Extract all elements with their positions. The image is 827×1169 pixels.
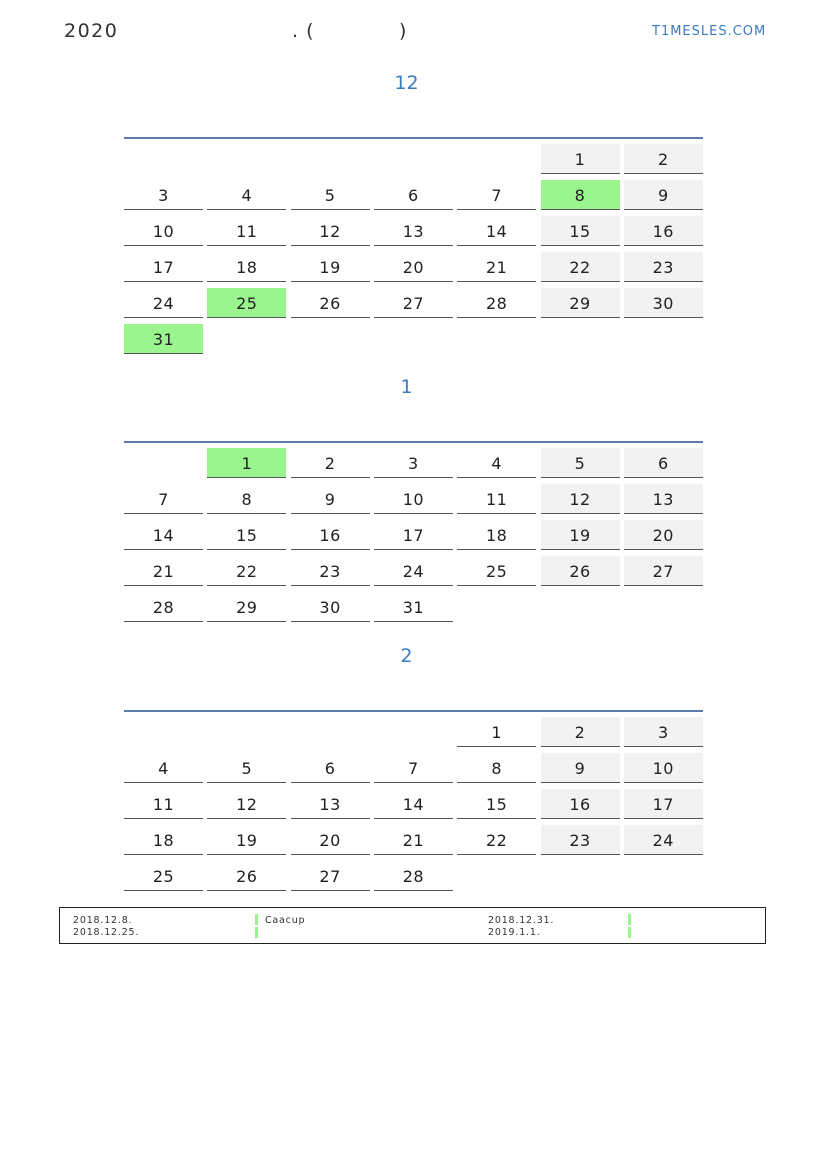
day-cell: 14 (374, 789, 453, 819)
holiday-legend (59, 907, 766, 944)
day-cell: 31 (124, 324, 203, 354)
day-cell: 19 (207, 825, 286, 855)
day-cell: 29 (541, 288, 620, 318)
day-cell: 10 (624, 753, 703, 783)
day-cell: 30 (624, 288, 703, 318)
day-cell: 3 (124, 180, 203, 210)
header-year: 2020 (64, 20, 119, 42)
day-cell: 21 (124, 556, 203, 586)
day-cell: 11 (457, 484, 536, 514)
day-cell: 11 (207, 216, 286, 246)
day-cell: 22 (207, 556, 286, 586)
site-logo[interactable]: T1MESLES.COM (652, 24, 767, 39)
day-cell: 28 (124, 592, 203, 622)
day-cell: 23 (624, 252, 703, 282)
day-cell: 9 (291, 484, 370, 514)
legend-marker (628, 914, 631, 925)
legend-date: 2018.12.31. (488, 915, 555, 926)
day-cell: 16 (541, 789, 620, 819)
day-cell: 3 (624, 717, 703, 747)
day-cell: 24 (124, 288, 203, 318)
day-cell: 17 (624, 789, 703, 819)
day-cell: 22 (457, 825, 536, 855)
day-cell: 8 (207, 484, 286, 514)
day-cell: 12 (207, 789, 286, 819)
day-cell: 3 (374, 448, 453, 478)
day-cell: 10 (124, 216, 203, 246)
day-cell: 20 (291, 825, 370, 855)
day-cell: 23 (291, 556, 370, 586)
day-cell: 25 (124, 861, 203, 891)
day-cell: 6 (291, 753, 370, 783)
day-cell: 9 (541, 753, 620, 783)
day-cell: 18 (124, 825, 203, 855)
day-cell: 8 (541, 180, 620, 210)
day-cell: 2 (541, 717, 620, 747)
day-cell: 5 (291, 180, 370, 210)
day-cell: 30 (291, 592, 370, 622)
day-cell: 12 (541, 484, 620, 514)
day-cell: 20 (374, 252, 453, 282)
month-title: 12 (394, 72, 419, 94)
day-cell: 23 (541, 825, 620, 855)
legend-date: 2018.12.8. (73, 915, 133, 926)
day-cell: 1 (207, 448, 286, 478)
month-title: 1 (400, 376, 413, 398)
day-cell: 16 (624, 216, 703, 246)
day-cell: 4 (457, 448, 536, 478)
day-cell: 24 (374, 556, 453, 586)
day-cell: 8 (457, 753, 536, 783)
day-cell: 6 (624, 448, 703, 478)
legend-marker (628, 927, 631, 938)
day-cell: 2 (624, 144, 703, 174)
legend-date: 2018.12.25. (73, 927, 140, 938)
month-rule (124, 137, 703, 139)
day-cell: 10 (374, 484, 453, 514)
day-cell: 5 (207, 753, 286, 783)
day-cell: 4 (207, 180, 286, 210)
day-cell: 9 (624, 180, 703, 210)
day-cell: 27 (374, 288, 453, 318)
day-cell: 19 (541, 520, 620, 550)
legend-date: 2019.1.1. (488, 927, 541, 938)
day-cell: 27 (624, 556, 703, 586)
day-cell: 18 (207, 252, 286, 282)
day-cell: 25 (207, 288, 286, 318)
day-cell: 25 (457, 556, 536, 586)
day-cell: 7 (457, 180, 536, 210)
day-cell: 4 (124, 753, 203, 783)
day-cell: 5 (541, 448, 620, 478)
day-cell: 6 (374, 180, 453, 210)
day-cell: 16 (291, 520, 370, 550)
day-cell: 7 (124, 484, 203, 514)
day-cell: 2 (291, 448, 370, 478)
day-cell: 11 (124, 789, 203, 819)
day-cell: 27 (291, 861, 370, 891)
day-cell: 19 (291, 252, 370, 282)
day-cell: 26 (207, 861, 286, 891)
day-cell: 13 (624, 484, 703, 514)
day-cell: 26 (541, 556, 620, 586)
month-rule (124, 710, 703, 712)
day-cell: 22 (541, 252, 620, 282)
day-cell: 14 (457, 216, 536, 246)
day-cell: 1 (541, 144, 620, 174)
header-title: . ( ) (292, 20, 408, 42)
day-cell: 18 (457, 520, 536, 550)
day-cell: 1 (457, 717, 536, 747)
day-cell: 7 (374, 753, 453, 783)
day-cell: 15 (457, 789, 536, 819)
day-cell: 26 (291, 288, 370, 318)
day-cell: 28 (374, 861, 453, 891)
day-cell: 15 (541, 216, 620, 246)
day-cell: 24 (624, 825, 703, 855)
month-title: 2 (400, 645, 413, 667)
legend-marker (255, 914, 258, 925)
day-cell: 28 (457, 288, 536, 318)
day-cell: 13 (374, 216, 453, 246)
day-cell: 20 (624, 520, 703, 550)
day-cell: 17 (124, 252, 203, 282)
legend-marker (255, 927, 258, 938)
day-cell: 12 (291, 216, 370, 246)
day-cell: 17 (374, 520, 453, 550)
day-cell: 29 (207, 592, 286, 622)
day-cell: 31 (374, 592, 453, 622)
month-rule (124, 441, 703, 443)
day-cell: 13 (291, 789, 370, 819)
day-cell: 14 (124, 520, 203, 550)
day-cell: 21 (457, 252, 536, 282)
day-cell: 15 (207, 520, 286, 550)
legend-holiday-name: Caacup (265, 915, 306, 926)
day-cell: 21 (374, 825, 453, 855)
